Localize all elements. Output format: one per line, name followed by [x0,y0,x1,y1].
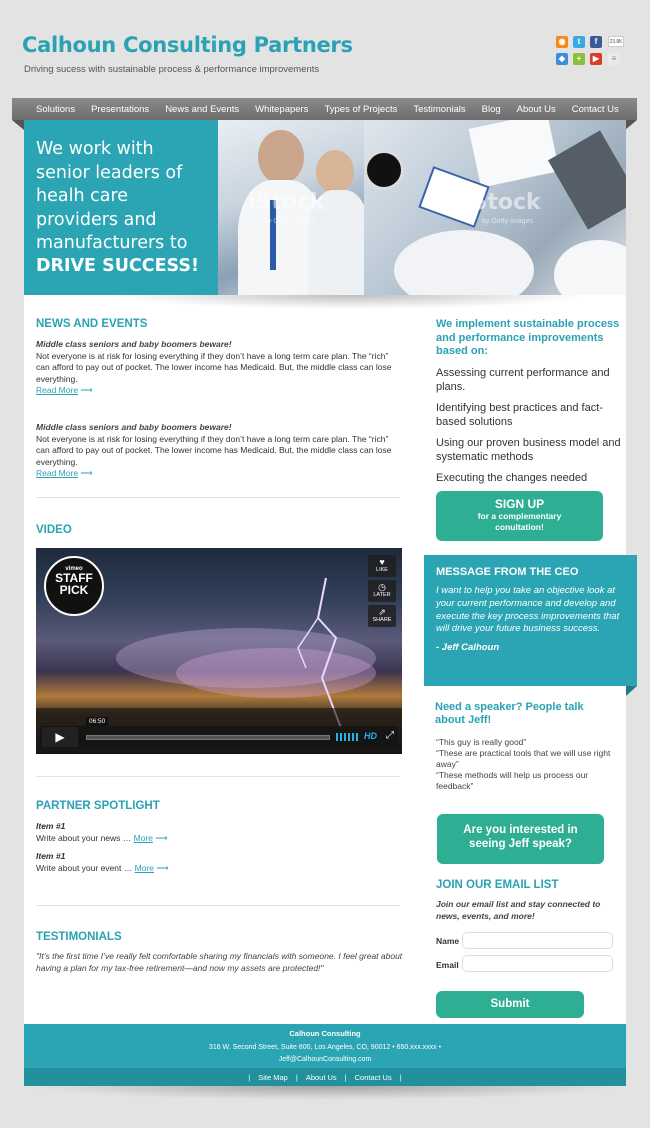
nav-item-blog[interactable]: Blog [481,103,501,115]
email-label: Email [436,960,459,970]
nav-ribbon-fold [625,120,637,130]
nav-item-testimonials[interactable]: Testimonials [413,103,466,115]
nav-item-whitepapers[interactable]: Whitepapers [255,103,309,115]
spotlight-item-text: Write about your event … [36,862,133,873]
ceo-message-title: MESSAGE FROM THE CEO [436,566,579,578]
play-button[interactable] [42,727,78,747]
arrow-right-icon: ⟶ [78,385,93,395]
site-footer [24,1024,626,1068]
signup-label: SIGN UP [494,497,545,511]
hero-photo-team [218,120,364,295]
staff-pick-badge [44,556,104,616]
main-nav [12,98,637,120]
approach-item: Identifying best practices and fact-based solutions [436,402,603,428]
news-item-body: Not everyone is at risk for losing everything if they don’t have a long term care plan. The “rich” can afford to pay out of pocket. The lower income has Medicaid. But, the middle class can lose everything. [36,350,392,384]
footer-company: Calhoun Consulting [289,1029,361,1038]
clock-icon: ◷ [378,582,386,592]
footer-shadow [24,1086,626,1100]
email-list-intro: Join our email list and stay connected to news, events, and more! [436,899,601,921]
hero-shadow [110,295,590,309]
image-watermark: iStock [464,190,541,215]
video-section-title: VIDEO [36,524,72,536]
footer-separator: | [344,1072,347,1082]
ceo-box-fold [626,686,637,696]
delicious-icon[interactable]: ◆ [556,53,568,65]
news-item-heading[interactable]: Middle class seniors and baby boomers beware! [36,339,232,349]
like-label: LIKE [376,567,388,573]
submit-button[interactable] [436,991,584,1018]
nav-item-presentations[interactable]: Presentations [91,103,150,115]
spotlight-section-title: PARTNER SPOTLIGHT [36,800,160,812]
footer-separator: | [399,1072,402,1082]
speaker-quote: “These are practical tools that we will use right away” [436,748,611,769]
news-item-body: Not everyone is at risk for losing everything if they don’t have a long term care plan. The “rich” can afford to pay out of pocket. The lower income has Medicaid. But, the middle class can lose everything. [36,433,392,467]
footer-link-sitemap[interactable]: Site Map [258,1072,288,1082]
pick-label: PICK [59,583,89,597]
staff-label: STAFF [55,571,93,585]
hero-photo-meeting [364,120,626,295]
image-watermark: iStock [248,190,325,215]
testimonial-quote: "It’s the first time I’ve really felt comfortable sharing my financials with someone. I feel great about having a plan for my tax-free retirement—and now my assets are protected!" [36,951,403,973]
like-button[interactable] [368,555,396,577]
arrow-right-icon: ⟶ [78,468,93,478]
site-title[interactable]: Calhoun Consulting Partners [22,33,353,57]
more-link[interactable]: More [133,832,154,843]
spotlight-item-text: Write about your news … [36,832,132,843]
share-label: SHARE [372,617,392,623]
approach-item: Using our proven business model and systematic methods [436,437,621,463]
nav-item-solutions[interactable]: Solutions [36,103,76,115]
rss-icon[interactable]: ◉ [556,36,568,48]
spotlight-item-label: Item #1 [36,851,66,861]
site-header [0,0,650,98]
news-section-title: NEWS AND EVENTS [36,318,148,330]
speaker-request-button[interactable] [437,814,604,864]
play-icon: ▶ [55,730,65,744]
image-watermark-sub: by Getty Images [482,218,533,225]
arrow-right-icon: ⟶ [153,832,168,843]
spotlight-item [36,851,169,874]
news-item [36,339,398,397]
youtube-icon[interactable]: ▶ [590,53,602,65]
signup-button[interactable] [436,491,603,541]
fullscreen-icon[interactable]: ⤢ [386,730,394,741]
later-label: LATER [373,592,391,598]
social-icons [556,36,626,68]
heart-icon: ♥ [379,557,385,567]
section-divider [36,776,400,777]
nav-item-contact[interactable]: Contact Us [571,103,619,115]
twitter-icon[interactable]: t [573,36,585,48]
ceo-signature: - Jeff Calhoun [436,642,500,654]
video-progress-bar[interactable] [86,735,330,740]
footer-link-contact[interactable]: Contact Us [354,1072,392,1082]
read-more-link[interactable]: Read More [36,385,79,395]
signup-sublabel: for a complementary conultation! [477,511,562,532]
read-more-link[interactable]: Read More [36,468,79,478]
spotlight-item [36,821,168,844]
video-control-bar [40,718,398,748]
misc-icon[interactable]: ≡ [608,53,620,65]
email-field[interactable] [462,955,613,972]
hero-text: We work with senior leaders of healh care providers and manufacturers to [36,139,188,253]
hero-banner [24,120,626,295]
ceo-message-text: I want to help you take an objective look at your current performance and develop and execute the key process improvements that will drive your future business success. [436,585,620,635]
site-tagline: Driving sucess with sustainable process & performance improvements [24,64,320,75]
hero-panel [24,120,218,295]
share-icon[interactable]: + [573,53,585,65]
news-item-heading[interactable]: Middle class seniors and baby boomers beware! [36,422,232,432]
video-player[interactable] [36,548,402,754]
footer-separator: | [295,1072,298,1082]
section-divider [36,497,400,498]
news-item [36,422,398,480]
speaker-quote: “This guy is really good” [436,737,527,747]
vimeo-label: vimeo [65,566,83,572]
speaker-title: Need a speaker? People talk about Jeff! [435,701,584,726]
spotlight-item-label: Item #1 [36,821,66,831]
hero-strong-text: DRIVE SUCCESS! [36,255,199,276]
footer-email[interactable]: Jeff@CalhounConsulting.com [278,1056,372,1063]
follower-counter: 23.8K [608,36,624,47]
speaker-request-label: Are you interested in seeing Jeff speak? [463,824,578,850]
footer-nav [24,1068,626,1086]
nav-item-project-types[interactable]: Types of Projects [324,103,398,115]
later-button[interactable] [368,580,396,602]
email-list-title: JOIN OUR EMAIL LIST [436,879,559,891]
volume-control[interactable] [336,733,360,741]
section-divider [36,905,400,906]
approach-title: We implement sustainable process and performance improvements based on: [436,318,620,357]
approach-item: Executing the changes needed [436,472,588,484]
submit-label: Submit [490,998,530,1010]
name-label: Name [436,936,460,946]
name-field[interactable] [462,932,613,949]
share-button[interactable] [368,605,396,627]
approach-item: Assessing current performance and plans. [436,367,610,393]
share-icon: ⇗ [378,607,386,617]
speaker-quote: “These methods will help us process our feedback” [436,770,589,791]
nav-item-about[interactable]: About Us [516,103,556,115]
facebook-icon[interactable]: f [590,36,602,48]
image-watermark-sub: by Getty Images [264,218,315,225]
footer-address: 316 W. Second Street, Suite 800, Los Angeles, CO, 90012 • 650.xxx.xxxx • [208,1043,442,1051]
arrow-right-icon: ⟶ [153,862,169,873]
ceo-message-box [424,555,637,686]
more-link[interactable]: More [134,862,154,873]
nav-item-news-events[interactable]: News and Events [165,103,240,115]
footer-link-about[interactable]: About Us [305,1072,337,1082]
video-time: 06:50 [86,717,108,726]
testimonials-section-title: TESTIMONIALS [36,931,122,943]
hd-toggle[interactable]: HD [364,731,377,741]
footer-separator: | [248,1072,251,1082]
nav-ribbon-fold [12,120,24,130]
